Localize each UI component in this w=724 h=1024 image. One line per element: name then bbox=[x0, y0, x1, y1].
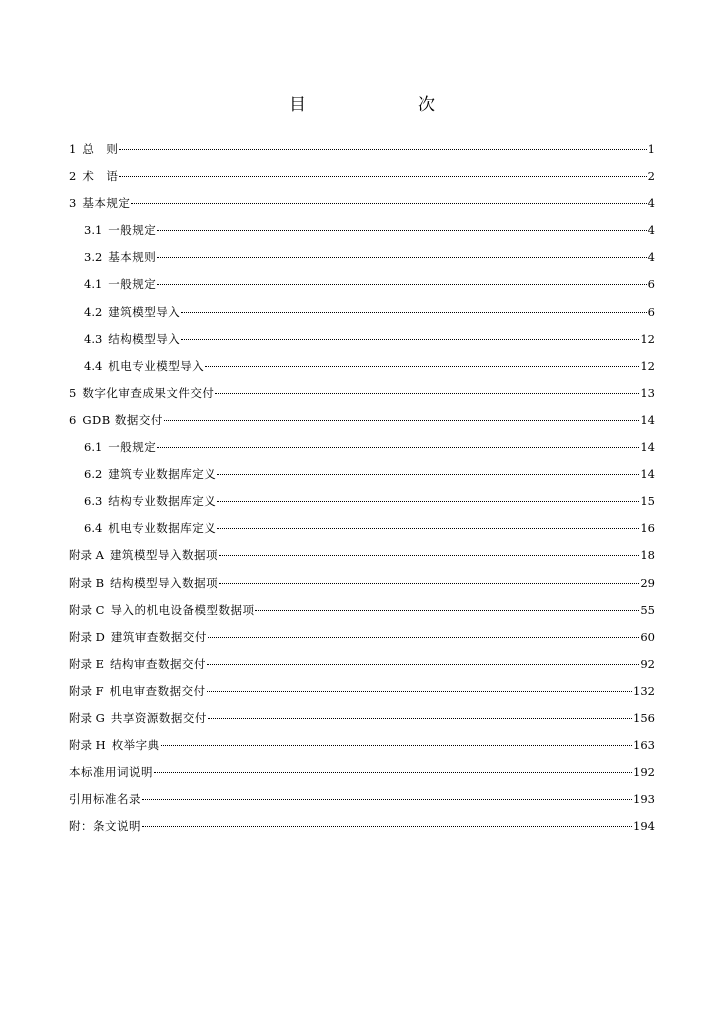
toc-entry[interactable] bbox=[69, 407, 655, 434]
toc-entry[interactable] bbox=[69, 759, 655, 786]
toc-entry-page-number: 92 bbox=[640, 656, 655, 671]
dot-leader bbox=[157, 257, 646, 258]
table-of-contents bbox=[69, 136, 655, 840]
toc-entry-label: 结构模型导入数据项 bbox=[110, 575, 219, 590]
toc-entry-page-number: 156 bbox=[633, 710, 655, 725]
toc-entry-page-number: 29 bbox=[640, 575, 655, 590]
toc-entry-label: 建筑专业数据库定义 bbox=[108, 467, 217, 482]
toc-entry[interactable] bbox=[69, 732, 655, 759]
toc-entry[interactable] bbox=[69, 651, 655, 678]
toc-entry-label: GDB 数据交付 bbox=[82, 412, 163, 427]
toc-entry-number: 4.4 bbox=[84, 358, 103, 373]
toc-entry[interactable] bbox=[69, 190, 655, 217]
toc-entry-label: 引用标准名录 bbox=[69, 792, 141, 807]
dot-leader bbox=[217, 501, 639, 502]
toc-entry-number: 3.2 bbox=[84, 250, 103, 265]
toc-entry-number: 6.1 bbox=[84, 440, 103, 455]
toc-entry-page-number: 2 bbox=[647, 169, 655, 184]
toc-entry[interactable] bbox=[69, 326, 655, 353]
toc-entry-number: 附录 G bbox=[69, 710, 105, 725]
toc-entry-label: 术 语 bbox=[82, 169, 119, 184]
page-title: 目 次 bbox=[289, 95, 461, 115]
toc-entry-label: 枚举字典 bbox=[111, 738, 160, 753]
toc-entry-number: 3 bbox=[69, 196, 77, 211]
toc-entry-page-number: 4 bbox=[647, 250, 655, 265]
toc-entry[interactable] bbox=[69, 515, 655, 542]
toc-entry-number: 1 bbox=[69, 142, 77, 156]
toc-entry-label: 机电专业数据库定义 bbox=[108, 521, 217, 536]
dot-leader bbox=[131, 203, 646, 204]
toc-entry-number: 4.2 bbox=[84, 304, 103, 319]
toc-entry-label: 总 则 bbox=[82, 142, 119, 156]
toc-entry-label: 一般规定 bbox=[108, 277, 157, 292]
toc-entry-page-number: 4 bbox=[647, 196, 655, 211]
toc-entry[interactable] bbox=[69, 488, 655, 515]
toc-entry-label: 建筑模型导入 bbox=[108, 304, 181, 319]
toc-entry[interactable] bbox=[69, 244, 655, 271]
dot-leader bbox=[255, 610, 639, 611]
toc-entry[interactable] bbox=[69, 786, 655, 813]
dot-leader bbox=[215, 393, 639, 394]
dot-leader bbox=[207, 664, 639, 665]
dot-leader bbox=[181, 312, 646, 313]
dot-leader bbox=[219, 583, 639, 584]
toc-entry-page-number: 14 bbox=[640, 440, 655, 455]
toc-entry-page-number: 1 bbox=[647, 142, 655, 156]
toc-entry[interactable] bbox=[69, 136, 655, 163]
toc-entry-page-number: 6 bbox=[647, 277, 655, 292]
toc-entry-number: 附录 B bbox=[69, 575, 105, 590]
toc-entry-label: 结构模型导入 bbox=[108, 331, 181, 346]
toc-entry-number: 6.4 bbox=[84, 521, 103, 536]
toc-entry-label: 共享资源数据交付 bbox=[110, 710, 207, 725]
dot-leader bbox=[205, 366, 639, 367]
toc-entry-label: 基本规则 bbox=[108, 250, 157, 265]
toc-entry[interactable] bbox=[69, 163, 655, 190]
toc-entry-page-number: 60 bbox=[640, 629, 655, 644]
toc-entry-page-number: 12 bbox=[640, 358, 655, 373]
toc-entry-page-number: 6 bbox=[647, 304, 655, 319]
dot-leader bbox=[157, 284, 646, 285]
toc-entry-number: 2 bbox=[69, 169, 77, 184]
toc-entry-page-number: 163 bbox=[633, 738, 655, 753]
toc-entry[interactable] bbox=[69, 217, 655, 244]
toc-entry-number: 6 bbox=[69, 412, 77, 427]
dot-leader bbox=[161, 745, 632, 746]
toc-entry-number: 附录 D bbox=[69, 629, 105, 644]
toc-entry-number: 6.3 bbox=[84, 494, 103, 509]
toc-entry-number: 6.2 bbox=[84, 467, 103, 482]
toc-entry-label: 附：条文说明 bbox=[69, 819, 141, 834]
dot-leader bbox=[208, 718, 632, 719]
toc-entry-page-number: 13 bbox=[640, 385, 655, 400]
toc-entry[interactable] bbox=[69, 570, 655, 597]
toc-entry-label: 机电专业模型导入 bbox=[108, 358, 205, 373]
toc-entry-number: 附录 F bbox=[69, 683, 104, 698]
toc-entry-page-number: 4 bbox=[647, 223, 655, 238]
dot-leader bbox=[119, 176, 646, 177]
toc-entry-number: 3.1 bbox=[84, 223, 103, 238]
dot-leader bbox=[154, 772, 632, 773]
toc-entry-page-number: 12 bbox=[640, 331, 655, 346]
dot-leader bbox=[207, 691, 632, 692]
toc-entry[interactable] bbox=[69, 271, 655, 298]
toc-entry-number: 附录 A bbox=[69, 548, 104, 563]
toc-entry-label: 数字化审查成果文件交付 bbox=[82, 385, 215, 400]
toc-entry-label: 导入的机电设备模型数据项 bbox=[110, 602, 255, 617]
toc-entry[interactable] bbox=[69, 813, 655, 840]
dot-leader bbox=[157, 447, 639, 448]
toc-entry[interactable] bbox=[69, 678, 655, 705]
toc-entry-label: 建筑审查数据交付 bbox=[110, 629, 207, 644]
toc-entry-page-number: 194 bbox=[633, 819, 655, 834]
toc-entry-page-number: 192 bbox=[633, 765, 655, 780]
dot-leader bbox=[219, 555, 639, 556]
toc-entry-number: 4.3 bbox=[84, 331, 103, 346]
dot-leader bbox=[217, 474, 639, 475]
toc-entry[interactable] bbox=[69, 597, 655, 624]
dot-leader bbox=[208, 637, 639, 638]
toc-entry-label: 结构专业数据库定义 bbox=[108, 494, 217, 509]
dot-leader bbox=[157, 230, 646, 231]
toc-entry[interactable] bbox=[69, 624, 655, 651]
toc-entry-page-number: 15 bbox=[640, 494, 655, 509]
toc-entry-page-number: 14 bbox=[640, 467, 655, 482]
toc-entry-page-number: 193 bbox=[633, 792, 655, 807]
toc-entry-label: 结构审查数据交付 bbox=[110, 656, 207, 671]
toc-entry[interactable] bbox=[69, 380, 655, 407]
toc-entry-label: 本标准用词说明 bbox=[69, 765, 153, 780]
toc-entry-page-number: 55 bbox=[640, 602, 655, 617]
toc-entry-number: 5 bbox=[69, 385, 77, 400]
toc-entry-number: 附录 H bbox=[69, 738, 106, 753]
toc-entry-label: 建筑模型导入数据项 bbox=[109, 548, 218, 563]
toc-entry-label: 基本规定 bbox=[82, 196, 131, 211]
toc-entry[interactable] bbox=[69, 299, 655, 326]
toc-entry-page-number: 132 bbox=[633, 683, 655, 698]
toc-entry-number: 附录 E bbox=[69, 656, 105, 671]
dot-leader bbox=[164, 420, 640, 421]
dot-leader bbox=[119, 149, 646, 150]
toc-entry[interactable] bbox=[69, 353, 655, 380]
toc-entry[interactable] bbox=[69, 542, 655, 569]
toc-entry-number: 附录 C bbox=[69, 602, 105, 617]
toc-entry-label: 一般规定 bbox=[108, 440, 157, 455]
dot-leader bbox=[142, 826, 632, 827]
toc-entry-page-number: 18 bbox=[640, 548, 655, 563]
dot-leader bbox=[181, 339, 639, 340]
dot-leader bbox=[217, 528, 639, 529]
toc-entry[interactable] bbox=[69, 461, 655, 488]
toc-entry-label: 机电审查数据交付 bbox=[109, 683, 206, 698]
dot-leader bbox=[142, 799, 632, 800]
toc-entry-label: 一般规定 bbox=[108, 223, 157, 238]
toc-entry[interactable] bbox=[69, 705, 655, 732]
toc-entry-number: 4.1 bbox=[84, 277, 103, 292]
toc-entry-page-number: 14 bbox=[640, 412, 655, 427]
toc-entry-page-number: 16 bbox=[640, 521, 655, 536]
toc-entry[interactable] bbox=[69, 434, 655, 461]
